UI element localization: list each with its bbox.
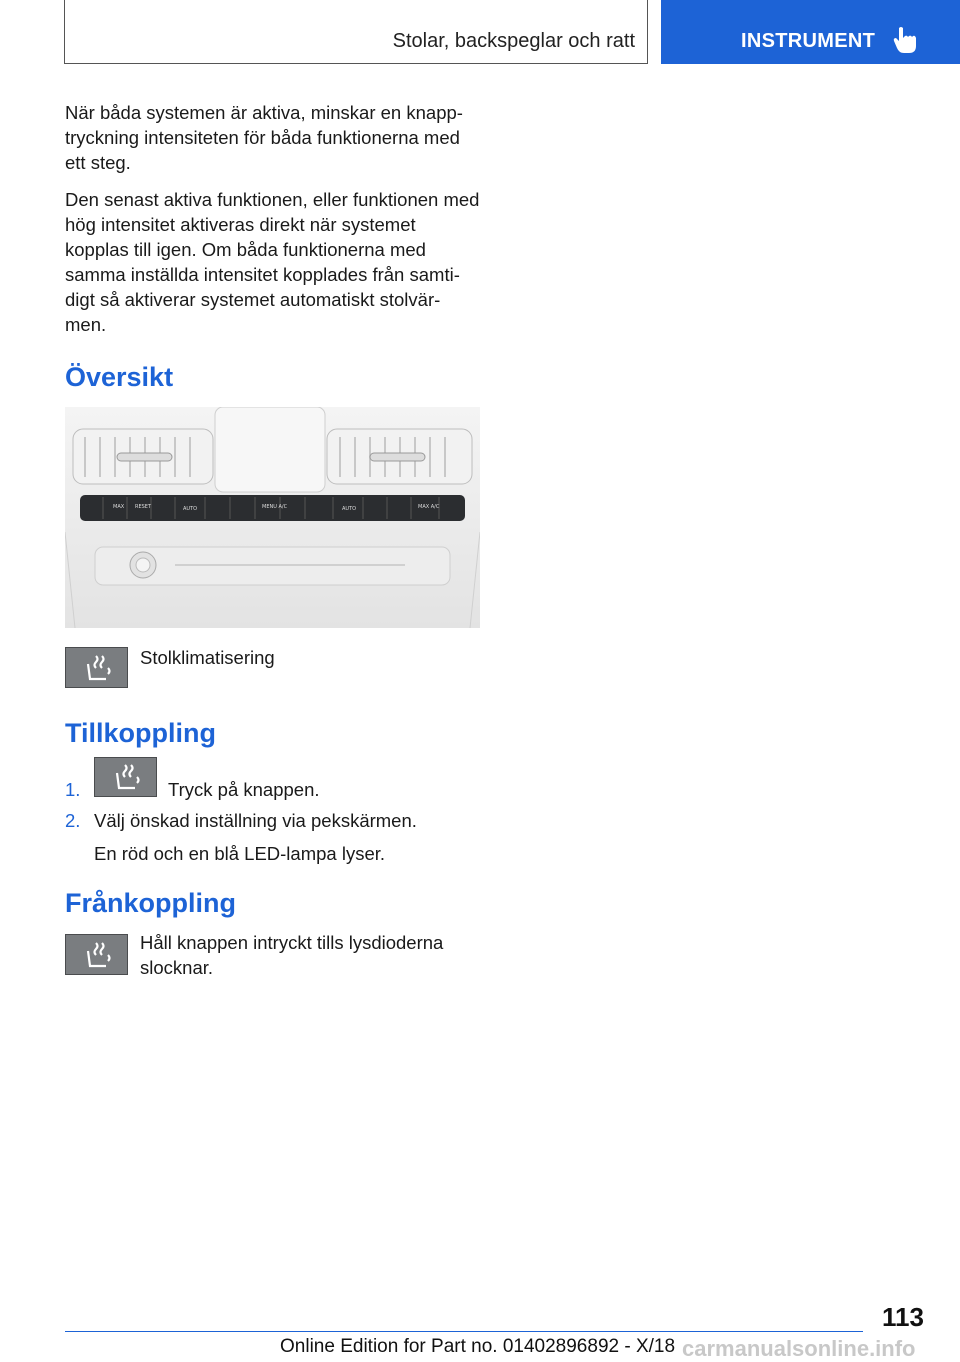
intro-paragraph-1: När båda systemen är aktiva, minskar en knapp-tryckning intensiteten för båda funktionerna med ett steg. <box>65 102 463 173</box>
panel-label-auto-right: AUTO <box>342 506 357 512</box>
step-1-number: 1. <box>65 779 81 800</box>
step-2-text: Välj önskad inställning via pekskärmen. <box>94 810 417 831</box>
footer-edition: Online Edition for Part no. 01402896892 - X/18 <box>280 1336 676 1357</box>
seat-climate-button-icon <box>94 757 157 797</box>
activation-heading: Tillkoppling <box>65 718 216 748</box>
panel-label-menu: MENU A/C <box>262 504 288 510</box>
step-1-text: Tryck på knappen. <box>168 779 320 800</box>
seat-climate-button-icon <box>65 934 128 975</box>
header-section-title: Stolar, backspeglar och ratt <box>392 30 635 52</box>
seat-climate-button-icon <box>65 647 128 688</box>
activation-note: En röd och en blå LED-lampa lyser. <box>94 843 386 864</box>
header-section-box <box>64 0 648 64</box>
overview-heading: Översikt <box>65 362 174 392</box>
header-chapter-title: INSTRUMENT <box>741 30 876 52</box>
intro-paragraph-2: Den senast aktiva funktionen, eller funktionen med hög intensitet aktiveras direkt när systemet kopplas till igen. Om båda funktionerna med samma inställda intensitet kopplades från samti-digt så aktiverar systemet automatiskt stolvär-men. <box>65 189 480 335</box>
panel-label-max: MAX <box>113 504 125 510</box>
panel-label-auto-left: AUTO <box>183 506 198 512</box>
deactivation-text-line1: Håll knappen intryckt tills lysdioderna <box>140 932 444 953</box>
panel-label-max-ac: MAX A/C <box>418 504 440 510</box>
panel-label-reset: RESET <box>135 504 152 510</box>
seat-climate-caption: Stolklimatisering <box>140 647 275 668</box>
step-2-number: 2. <box>65 810 81 831</box>
footer-divider <box>65 1331 863 1332</box>
pointing-hand-icon <box>893 26 919 54</box>
header-chapter-tab[interactable] <box>661 0 960 64</box>
deactivation-text-line2: slocknar. <box>140 957 214 978</box>
page-number: 113 <box>882 1302 924 1332</box>
watermark-text: carmanualsonline.info <box>682 1336 916 1361</box>
climate-panel-photo <box>65 407 480 628</box>
deactivation-heading: Frånkoppling <box>65 888 236 918</box>
